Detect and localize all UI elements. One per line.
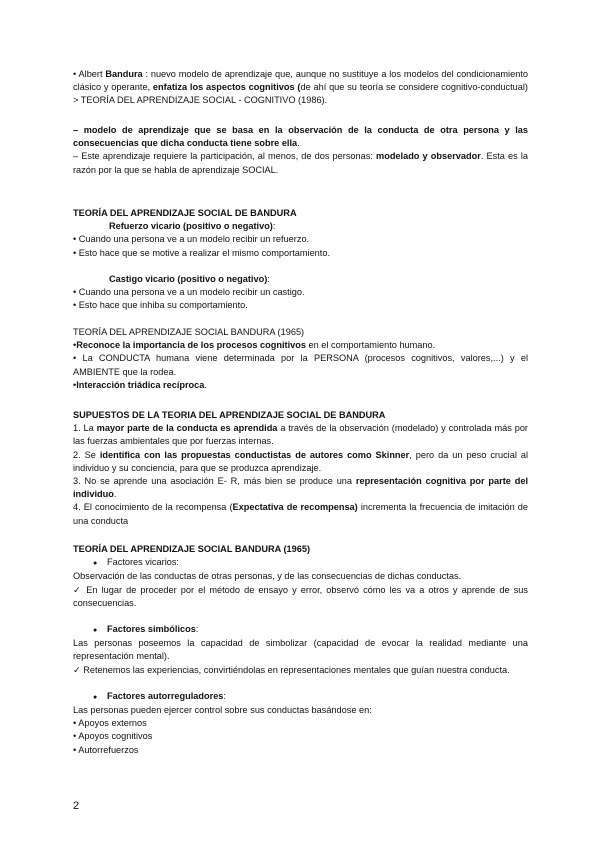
section-factores: [73, 543, 528, 757]
numbered-item: [73, 422, 528, 448]
bullet-icon: ●: [93, 693, 98, 701]
bullet: •: [73, 340, 77, 351]
intro-text: de ahí que su teoría se considere cognitivo-conductual) > TEORÍA DEL APRENDIZAJE SOCIAL - COGNITIVO (1986).: [73, 82, 528, 106]
text: 4. El conocimiento de la recompensa (: [73, 502, 233, 513]
page-number: 2: [73, 800, 80, 812]
text: 1. La: [73, 423, 97, 434]
colon: :: [267, 273, 270, 284]
section-title: TEORÍA DEL APRENDIZAJE SOCIAL DE BANDURA: [73, 208, 297, 218]
list-item: • Apoyos cognitivos: [73, 731, 153, 742]
list-item: • Autorrefuerzos: [73, 744, 139, 755]
intro-modelado: modelado y observador: [376, 151, 481, 162]
numbered-item: [73, 449, 528, 475]
intro-bandura: Bandura: [105, 69, 143, 79]
numbered-item: [73, 475, 528, 501]
list-item: • Cuando una persona ve a un modelo recibir un refuerzo.: [73, 234, 310, 245]
intro-text: • Albert: [73, 69, 106, 79]
intro-definition: [73, 124, 528, 177]
list-item: • Apoyos externos: [73, 718, 147, 729]
colon: :: [272, 221, 276, 232]
colon: :: [223, 690, 226, 701]
paragraph: Observación de las conductas de otras personas, y de las consecuencias de dichas conductas.: [73, 571, 462, 582]
intro-text: . Esta es la razón por la que se habla de aprendizaje SOCIAL.: [73, 151, 528, 175]
factor-label: Factores autorreguladores: [107, 690, 224, 701]
section-refuerzo: [73, 207, 528, 312]
colon: :: [195, 624, 199, 635]
emphasis: Interacción triádica recíproca: [76, 379, 205, 390]
subheading: Refuerzo vicario (positivo o negativo): [109, 221, 273, 232]
bullet-icon: ●: [93, 560, 98, 568]
emphasis: representación cognitiva por parte del individuo: [73, 476, 529, 500]
subheading: Castigo vicario (positivo o negativo): [109, 273, 268, 284]
section-bandura-1965: [73, 326, 528, 392]
intro-definition-text: – modelo de aprendizaje que se basa en la observación de la conducta de otra persona y las consecuencias que dicha conducta tiene sobre ella: [73, 125, 528, 149]
bullet-icon: ●: [93, 627, 98, 635]
numbered-item: [73, 501, 528, 527]
check-item: ✓ Retenemos las experiencias, convirtiéndolas en representaciones mentales que guían nuestra conducta.: [73, 664, 510, 675]
emphasis: Reconoce la importancia de los procesos cognitivos: [76, 340, 306, 351]
text: .: [204, 379, 207, 390]
paragraph: Las personas pueden ejercer control sobre sus conductas basándose en:: [73, 705, 372, 716]
intro-punct: .: [297, 138, 300, 149]
text: 2. Se: [73, 449, 100, 460]
text: 3. No se aprende una asociación E- R, más bien se produce una: [73, 476, 356, 487]
list-item: • Cuando una persona ve a un modelo recibir un castigo.: [73, 287, 305, 298]
text: , pero da un peso crucial al individuo y su conciencia, para que se produzca aprendizaje.: [73, 449, 528, 473]
factor-label: Factores vicarios:: [107, 557, 179, 568]
section-title: TEORÍA DEL APRENDIZAJE SOCIAL BANDURA (1965): [73, 544, 311, 554]
emphasis: mayor parte de la conducta es aprendida: [96, 423, 278, 434]
paragraph: Las personas poseemos la capacidad de simbolizar (capacidad de evocar la realidad mediante una representación mental).: [73, 638, 528, 662]
text: en el comportamiento humano.: [305, 340, 436, 351]
factor-label: Factores simbólicos: [107, 624, 196, 635]
intro-text: : nuevo modelo de aprendizaje que, aunque no sustituye a los modelos del condicionamiento clásico y operante,: [73, 69, 528, 93]
text: incrementa la frecuencia de imitación de una conducta: [73, 502, 528, 526]
intro-paragraph: [73, 68, 528, 108]
list-item: • Esto hace que se motive a realizar el mismo comportamiento.: [73, 247, 331, 258]
bullet: •: [73, 379, 77, 390]
emphasis: identifica con las propuestas conductistas de autores como Skinner: [99, 449, 410, 460]
intro-emphasis: enfatiza los aspectos cognitivos (: [152, 82, 301, 93]
list-item: • Esto hace que inhiba su comportamiento.: [73, 300, 248, 311]
intro-text: – Este aprendizaje requiere la participación, al menos, de dos personas:: [73, 151, 377, 162]
emphasis: Expectativa de recompensa): [232, 502, 358, 513]
section-title: SUPUESTOS DE LA TEORIA DEL APRENDIZAJE SOCIAL DE BANDURA: [73, 410, 386, 420]
check-item: ✓ En lugar de proceder por el método de ensayo y error, observó cómo les va a otros y aprende de sus consecuencias.: [73, 584, 528, 608]
text: a través de la observación (modelado) y controlada más por las fuerzas ambientales que por fuerzas internas.: [73, 423, 528, 447]
section-supuestos: [73, 409, 528, 528]
text: .: [113, 489, 117, 500]
section-title: TEORÍA DEL APRENDIZAJE SOCIAL BANDURA (1965): [73, 327, 305, 337]
list-item: • La CONDUCTA humana viene determinada por la PERSONA (procesos cognitivos, valores,...) y el AMBIENTE que la rodea.: [73, 353, 528, 377]
